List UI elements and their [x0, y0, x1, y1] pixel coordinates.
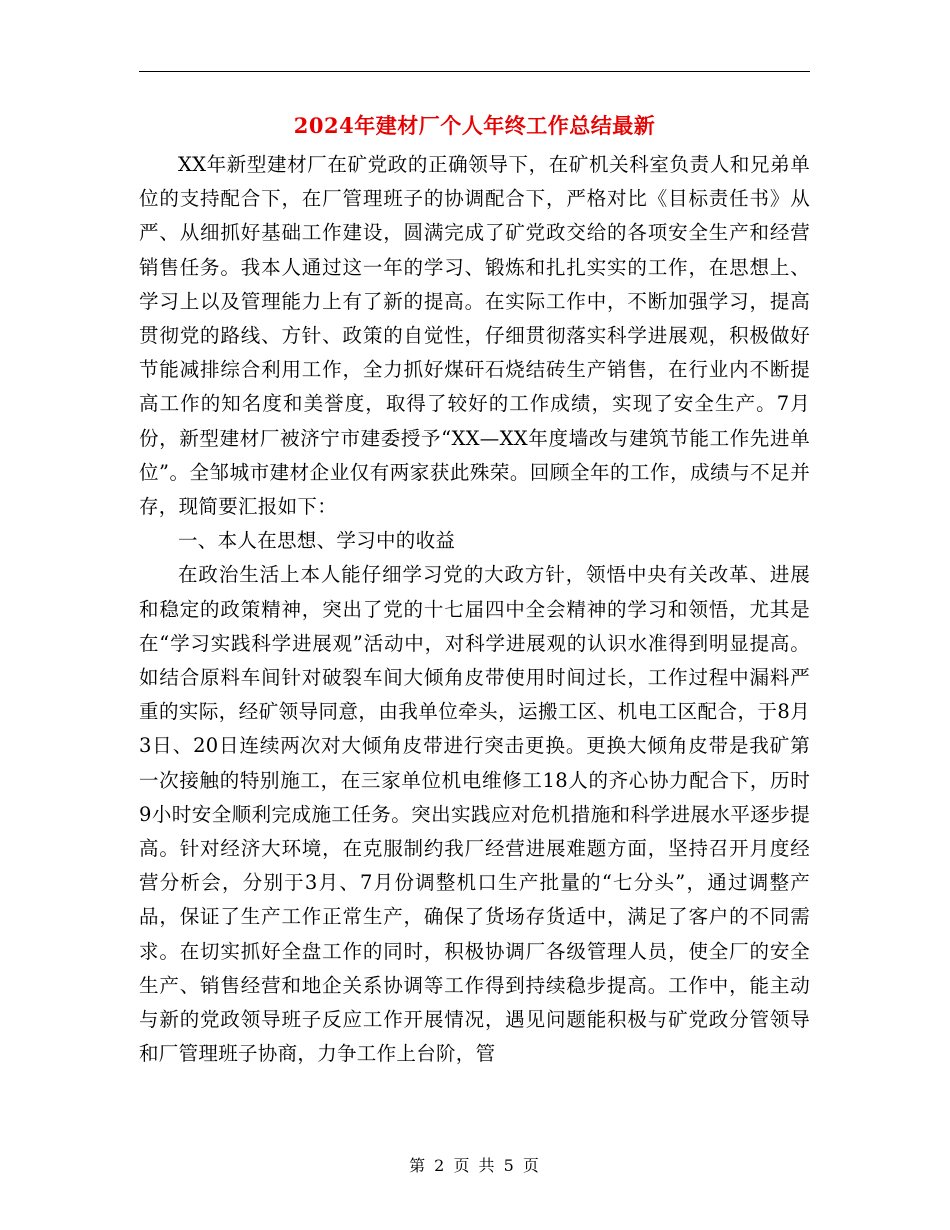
page-footer: 第 2 页 共 5 页 — [409, 1156, 541, 1175]
header-rule — [139, 71, 810, 72]
paragraph-intro: XX年新型建材厂在矿党政的正确领导下，在矿机关科室负责人和兄弟单位的支持配合下，在厂管理班子的协调配合下，严格对比《目标责任书》从严、从细抓好基础工作建设，圆满完成了矿党政交给的各项安全生产和经营销售任务。我本人通过这一年的学习、锻炼和扎扎实实的工作，在思想上、学习上以及管理能力上有了新的提高。在实际工作中，不断加强学习，提高贯彻党的路线、方针、政策的自觉性，仔细贯彻落实科学进展观，积极做好节能减排综合利用工作，全力抓好煤矸石烧结砖生产销售，在行业内不断提高工作的知名度和美誉度，取得了较好的工作成绩，实现了安全生产。7月份，新型建材厂被济宁市建委授予“XX—XX年度墙改与建筑节能工作先进单位”。全邹城市建材企业仅有两家获此殊荣。回顾全年的工作，成绩与不足并存，现简要汇报如下： — [139, 153, 810, 519]
document-body — [139, 148, 810, 1071]
paragraph-section-1: 在政治生活上本人能仔细学习党的大政方针，领悟中央有关改革、进展和稳定的政策精神，突出了党的十七届四中全会精神的学习和领悟，尤其是在“学习实践科学进展观”活动中，对科学进展观的认识水准得到明显提高。如结合原料车间针对破裂车间大倾角皮带使用时间过长，工作过程中漏料严重的实际，经矿领导同意，由我单位牵头，运搬工区、机电工区配合，于8月3日、20日连续两次对大倾角皮带进行突击更换。更换大倾角皮带是我矿第一次接触的特别施工，在三家单位机电维修工18人的齐心协力配合下，历时9小时安全顺利完成施工任务。突出实践应对危机措施和科学进展水平逐步提高。针对经济大环境，在克服制约我厂经营进展难题方面，坚持召开月度经营分析会，分别于3月、7月份调整机口生产批量的“七分头”，通过调整产品，保证了生产工作正常生产，确保了货场存货适中，满足了客户的不同需求。在切实抓好全盘工作的同时，积极协调厂各级管理人员，使全厂的安全生产、销售经营和地企关系协调等工作得到持续稳步提高。工作中，能主动与新的党政领导班子反应工作开展情况，遇见问题能积极与矿党政分管领导和厂管理班子协商，力争工作上台阶，管 — [139, 563, 810, 1066]
section-heading-1: 一、本人在思想、学习中的收益 — [178, 529, 456, 553]
document-title: 2024年建材厂个人年终工作总结最新 — [293, 113, 656, 138]
